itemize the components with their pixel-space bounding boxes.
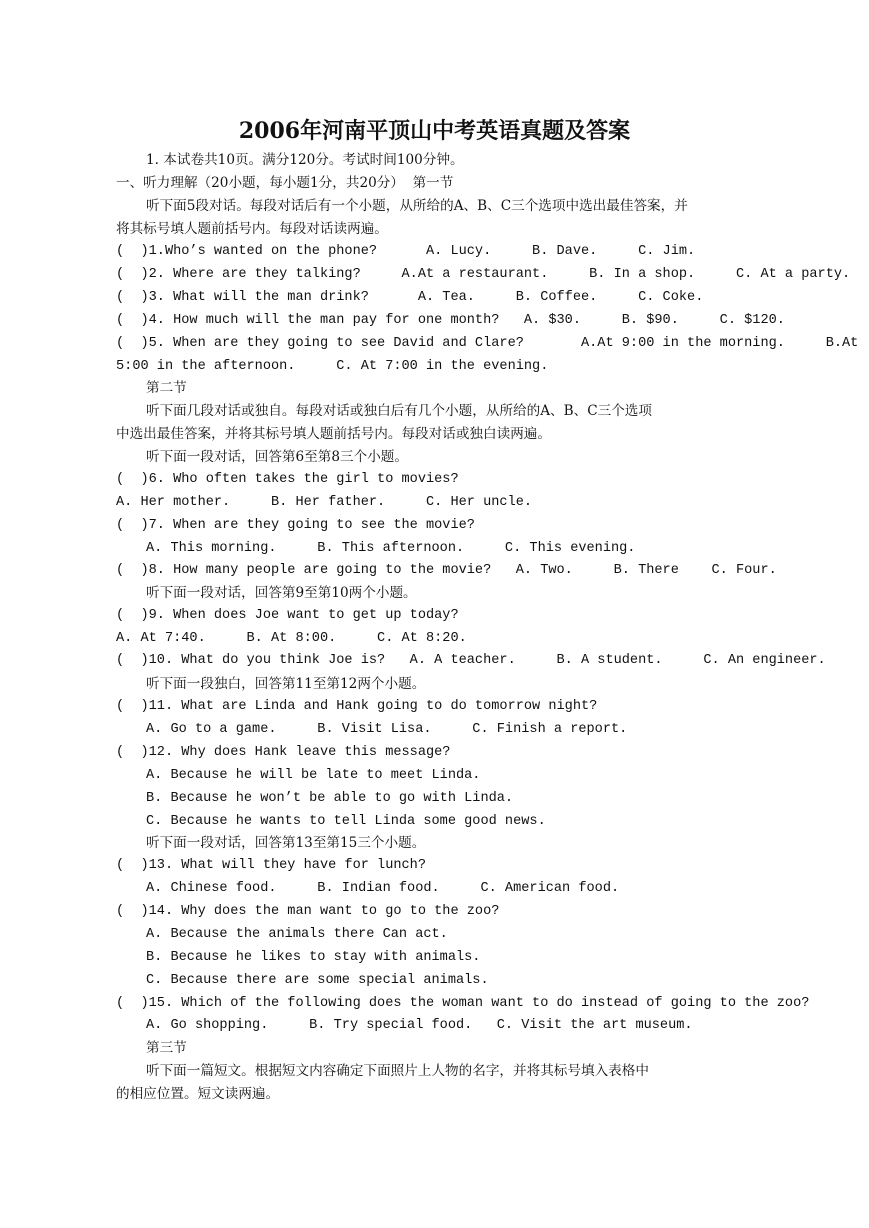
directions-text: 中选出最佳答案，并将其标号填人题前括号内。每段对话或独白读两遍。 xyxy=(116,426,551,442)
question-7-options: A. This morning. B. This afternoon. C. This evening. xyxy=(146,541,636,556)
instruction-line: 1. 本试卷共10页。满分120分。考试时间100分钟。 xyxy=(146,152,464,168)
question-2: ( )2. Where are they talking? A.At a restaurant. B. In a shop. C. At a party. xyxy=(116,267,851,282)
question-3: ( )3. What will the man drink? A. Tea. B. Coffee. C. Coke. xyxy=(116,290,704,305)
page-title: 2006年河南平顶山中考英语真题及答案 xyxy=(238,118,631,144)
question-13-options: A. Chinese food. B. Indian food. C. American food. xyxy=(146,881,620,896)
directions-text: 将其标号填人题前括号内。每段对话读两遍。 xyxy=(116,221,388,237)
question-14-option-a: A. Because the animals there Can act. xyxy=(146,927,448,942)
question-15: ( )15. Which of the following does the woman want to do instead of going to the zoo? xyxy=(116,996,810,1011)
directions-text: 听下面5段对话。每段对话后有一个小题，从所给的A、B、C三个选项中选出最佳答案，并 xyxy=(146,198,688,214)
question-13: ( )13. What will they have for lunch? xyxy=(116,858,426,873)
question-12-option-b: B. Because he won’t be able to go with Linda. xyxy=(146,791,514,806)
question-8: ( )8. How many people are going to the movie? A. Two. B. There C. Four. xyxy=(116,563,777,578)
subsection-heading: 第二节 xyxy=(146,380,187,396)
question-12-option-c: C. Because he wants to tell Linda some good news. xyxy=(146,814,546,829)
directions-text: 听下面一篇短文。根据短文内容确定下面照片上人物的名字，并将其标号填入表格中 xyxy=(146,1063,649,1079)
question-10: ( )10. What do you think Joe is? A. A teacher. B. A student. C. An engineer. xyxy=(116,653,826,668)
monologue-intro: 听下面一段独白，回答第11至第12两个小题。 xyxy=(146,676,426,692)
question-6-options: A. Her mother. B. Her father. C. Her uncle. xyxy=(116,495,533,510)
question-12-option-a: A. Because he will be late to meet Linda. xyxy=(146,768,481,783)
question-14: ( )14. Why does the man want to go to the zoo? xyxy=(116,904,500,919)
question-12: ( )12. Why does Hank leave this message? xyxy=(116,745,451,760)
question-9-options: A. At 7:40. B. At 8:00. C. At 8:20. xyxy=(116,631,467,646)
directions-text: 的相应位置。短文读两遍。 xyxy=(116,1086,280,1102)
subsection-heading: 第三节 xyxy=(146,1040,187,1056)
question-15-options: A. Go shopping. B. Try special food. C. Visit the art museum. xyxy=(146,1018,693,1033)
directions-text: 听下面几段对话或独自。每段对话或独白后有几个小题，从所给的A、B、C三个选项 xyxy=(146,403,652,419)
question-5-cont: 5:00 in the afternoon. C. At 7:00 in the evening. xyxy=(116,359,549,374)
dialogue-intro: 听下面一段对话，回答第6至第8三个小题。 xyxy=(146,449,408,465)
question-7: ( )7. When are they going to see the movie? xyxy=(116,518,475,533)
question-14-option-c: C. Because there are some special animals. xyxy=(146,973,489,988)
question-5: ( )5. When are they going to see David and Clare? A.At 9:00 in the morning. B.At xyxy=(116,336,859,351)
dialogue-intro: 听下面一段对话，回答第9至第10两个小题。 xyxy=(146,585,417,601)
question-14-option-b: B. Because he likes to stay with animals. xyxy=(146,950,481,965)
question-11-options: A. Go to a game. B. Visit Lisa. C. Finish a report. xyxy=(146,722,628,737)
question-9: ( )9. When does Joe want to get up today? xyxy=(116,608,459,623)
question-1: ( )1.Who’s wanted on the phone? A. Lucy. B. Dave. C. Jim. xyxy=(116,244,696,259)
section-heading: 一、听力理解（20小题，每小题1分，共20分） 第一节 xyxy=(116,175,454,191)
dialogue-intro: 听下面一段对话，回答第13至第15三个小题。 xyxy=(146,835,426,851)
question-11: ( )11. What are Linda and Hank going to do tomorrow night? xyxy=(116,699,598,714)
question-6: ( )6. Who often takes the girl to movies? xyxy=(116,472,459,487)
question-4: ( )4. How much will the man pay for one month? A. $30. B. $90. C. $120. xyxy=(116,313,785,328)
